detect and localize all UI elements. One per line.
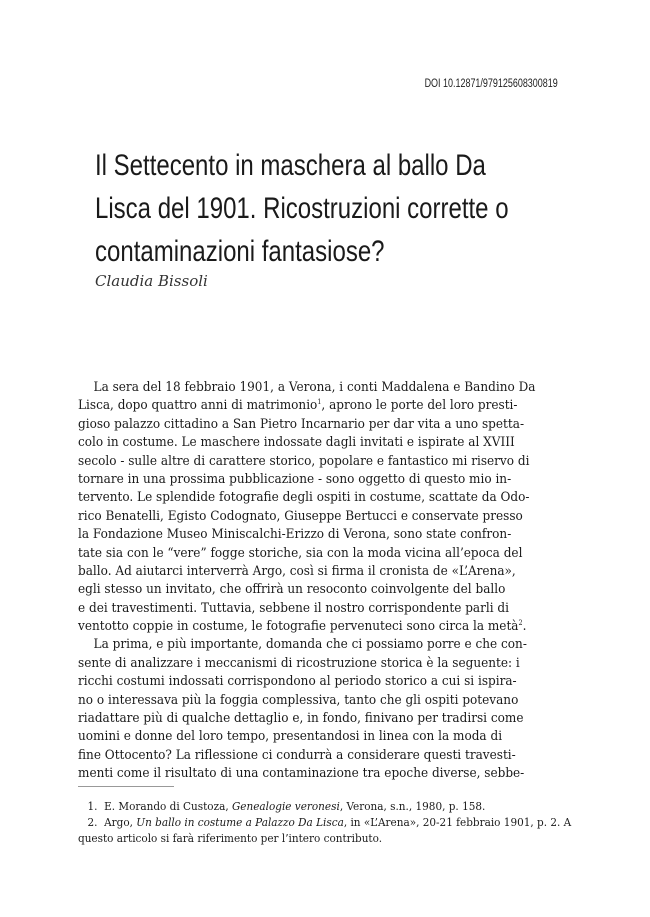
body-line: secolo - sulle altre di carattere storico, popolare e fantastico mi riservo di [78,453,530,469]
body-line: fine Ottocento? La riflessione ci condurrà a considerare questi travesti- [78,747,516,763]
body-text-run: . [522,619,527,635]
body-line: gioso palazzo cittadino a San Pietro Incarnario per dar vita a uno spetta- [78,416,525,432]
footnote-number: 2. [87,816,98,829]
body-line: la Fondazione Museo Miniscalchi-Erizzo di Verona, sono state confron- [78,527,512,543]
body-line: no o interessava più la foggia complessiva, tanto che gli ospiti potevano [78,692,519,708]
body-line: tervento. Le splendide fotografie degli ospiti in costume, scattate da Odo- [78,490,530,506]
body-line: egli stesso un invitato, che offrirà un resoconto coinvolgente del ballo [78,582,506,598]
body-text-run: Lisca, dopo quattro anni di matrimonio [78,398,318,414]
body-line: rico Benatelli, Egisto Codognato, Giuseppe Bertucci e conservate presso [78,508,523,524]
footnotes [78,799,572,847]
title-line: Lisca del 1901. Ricostruzioni corrette o [95,192,509,225]
body-line: e dei travestimenti. Tuttavia, sebbene il nostro corrispondente parli di [78,600,510,616]
body-line: ballo. Ad aiutarci interverrà Argo, così si firma il cronista de «L’Arena», [78,563,516,579]
body-line: tate sia con le “vere” fogge storiche, sia con la moda vicina all’epoca del [78,545,523,561]
footnote-text: , in «L’Arena», 20-21 febbraio 1901, p. 2. A [343,816,572,829]
body-line: La sera del 18 febbraio 1901, a Verona, i conti Maddalena e Bandino Da [93,380,536,395]
footnote-text: Argo, [104,816,137,829]
footnote-1 [78,799,534,815]
footnote-divider [78,786,174,787]
title-line: Il Settecento in maschera al ballo Da [95,149,486,182]
body-text [78,379,556,784]
body-line: La prima, e più importante, domanda che ci possiamo porre e che con- [93,637,527,653]
title-line: contaminazioni fantasiose? [95,235,385,268]
footnote-2 [78,815,572,831]
body-text-run: ventotto coppie in costume, le fotografie pervenuteci sono circa la metà [78,619,519,635]
body-line: colo in costume. Le maschere indossate dagli invitati e ispirate al XVIII [78,435,515,451]
body-text-run: , aprono le porte del loro presti- [321,398,518,414]
body-line [78,618,527,636]
footnote-text: , Verona, s.n., 1980, p. 158. [339,800,486,813]
body-line: uomini e donne del loro tempo, presentandosi in linea con la moda di [78,729,503,745]
body-line: ricchi costumi indossati corrispondono al periodo storico a cui si ispira- [78,674,517,690]
footnote-work-title: Genealogie veronesi [231,800,340,813]
body-line [78,397,518,415]
body-line: tornare in una prossima pubblicazione - sono oggetto di questo mio in- [78,471,512,487]
footnote-ref[interactable]: 2 [518,619,523,628]
footnote-2-continuation: questo articolo si farà riferimento per l’intero contributo. [78,832,383,845]
author-name: Claudia Bissoli [95,272,208,290]
footnote-work-title: Un ballo in costume a Palazzo Da Lisca [136,816,344,829]
footnote-number: 1. [87,800,98,813]
body-line: sente di analizzare i meccanismi di ricostruzione storica è la seguente: i [78,655,520,671]
footnote-ref[interactable]: 1 [317,398,322,407]
doi-reference: DOI 10.12871/979125608300819 [424,78,558,90]
body-line: menti come il risultato di una contaminazione tra epoche diverse, sebbe- [78,766,525,782]
article-title [95,144,565,273]
body-line: riadattare più di qualche dettaglio e, in fondo, finivano per tradirsi come [78,711,524,727]
footnote-text: E. Morando di Custoza, [104,800,232,813]
